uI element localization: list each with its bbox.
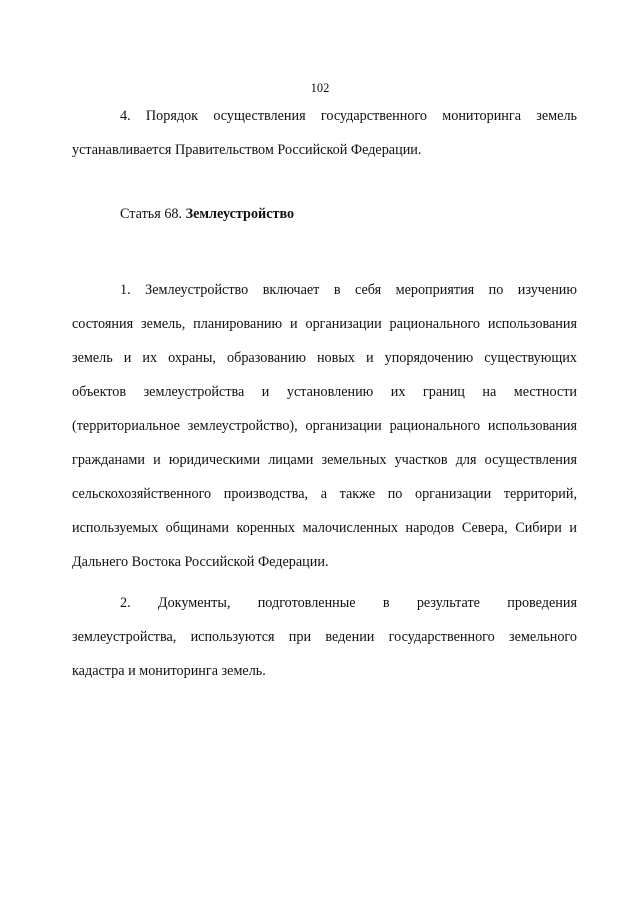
paragraph-line: 1. Землеустройство включает в себя мероприятия по изучению [120,282,577,298]
paragraph-line: Дальнего Востока Российской Федерации. [72,554,329,570]
paragraph-line: состояния земель, планированию и организации рационального использования [72,316,577,332]
article-title: Землеустройство [185,206,295,222]
paragraph-1 [72,273,577,579]
paragraph-line: используемых общинами коренных малочисленных народов Севера, Сибири и [72,520,577,536]
paragraph-4 [72,99,577,167]
paragraph-line: кадастра и мониторинга земель. [72,663,266,679]
paragraph-line: 2. Документы, подготовленные в результате проведения [120,595,577,611]
paragraph-line: гражданами и юридическими лицами земельных участков для осуществления [72,452,577,468]
paragraph-2 [72,586,577,688]
article-number: Статья 68. [120,206,183,222]
page-number: 102 [310,81,330,95]
paragraph-line: 4. Порядок осуществления государственного мониторинга земель [120,108,577,124]
paragraph-line: землеустройства, используются при ведении государственного земельного [72,629,577,645]
paragraph-line: (территориальное землеустройство), организации рационального использования [72,418,577,434]
paragraph-line: сельскохозяйственного производства, а также по организации территорий, [72,486,577,502]
paragraph-line: земель и их охраны, образованию новых и упорядочению существующих [72,350,577,366]
article-heading [120,204,294,224]
paragraph-line: объектов землеустройства и установлению их границ на местности [72,384,577,400]
paragraph-line: устанавливается Правительством Российской Федерации. [72,142,422,158]
